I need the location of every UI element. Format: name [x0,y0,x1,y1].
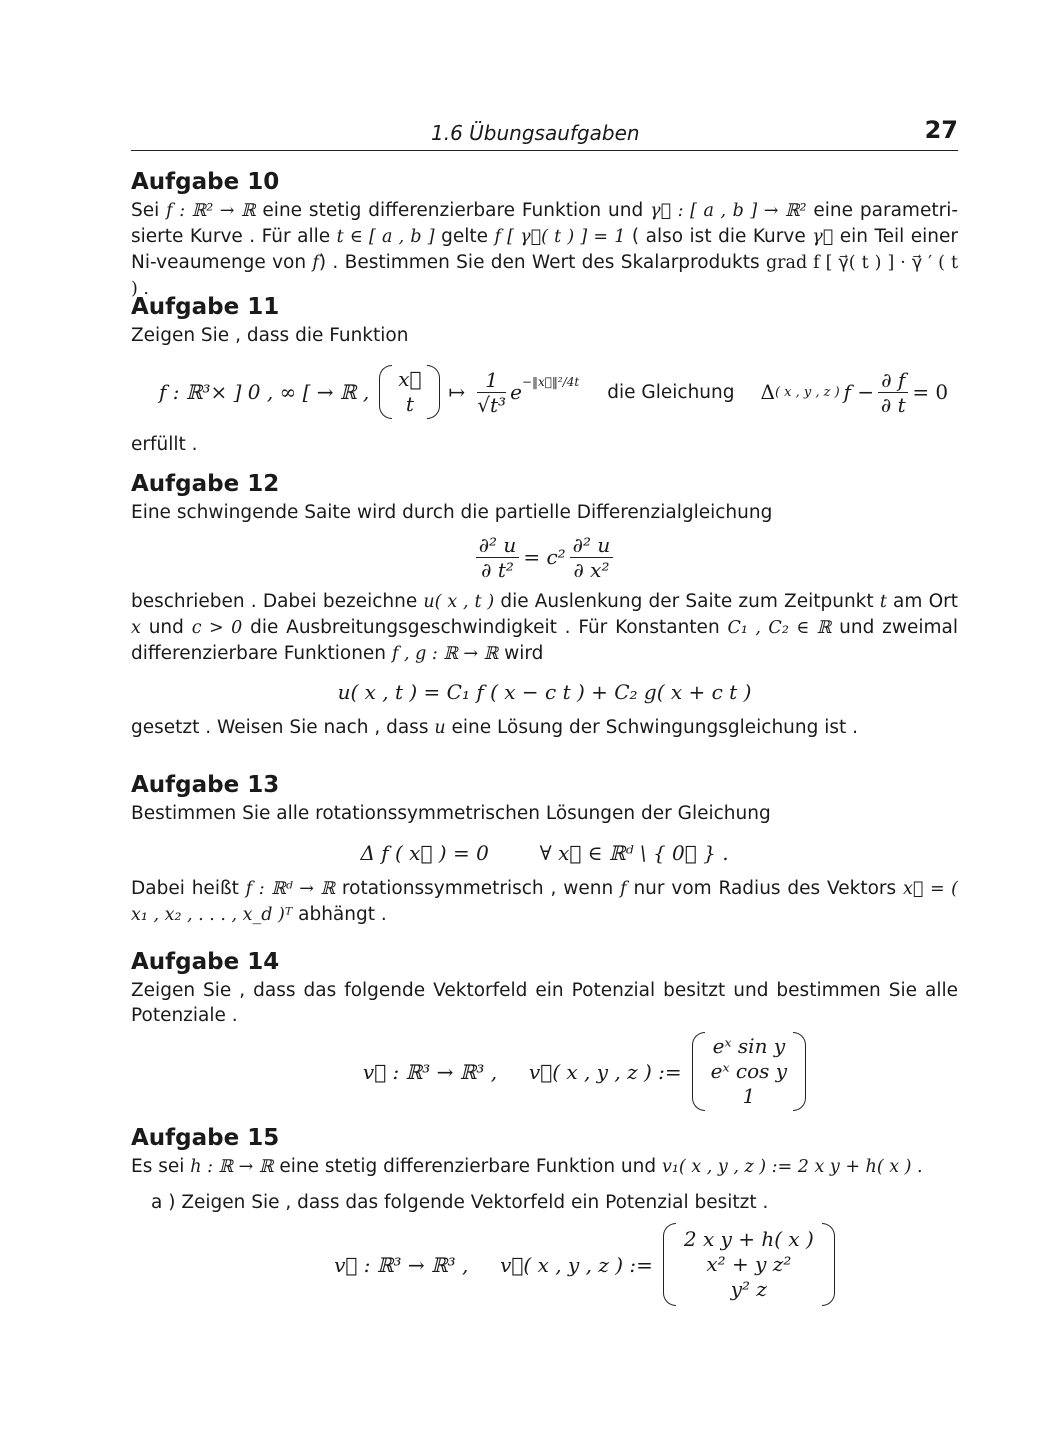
exercise-title: Aufgabe 10 [131,169,280,195]
exercise-intro: Zeigen Sie , dass die Funktion [131,325,409,346]
exercise-text: Es sei h : ℝ → ℝ eine stetig differenzierbare Funktion und v₁( x , y , z ) := 2 x y + h( x ) . [131,1156,923,1177]
exercise-10 [131,168,958,302]
exercise-outro: erfüllt . [131,434,198,455]
display-equation: u( x , t ) = C₁ f ( x − c t ) + C₂ g( x + c t ) [337,680,752,704]
section-title: 1.6 Übungsaufgaben [431,121,640,145]
exercise-title: Aufgabe 14 [131,949,280,975]
exercise-11 [131,293,958,457]
exercise-12 [131,470,958,741]
subtask-a: a ) Zeigen Sie , dass das folgende Vektorfeld ein Potenzial besitzt . [151,1192,769,1213]
exercise-intro: Eine schwingende Saite wird durch die partielle Differenzialgleichung [131,502,773,523]
page [131,0,958,1455]
exercise-text: Dabei heißt f : ℝᵈ → ℝ rotationssymmetrisch , wenn f nur vom Radius des Vektors x⃗ = ( x₁ , x₂ , . . . , x_d )ᵀ abhängt . [131,878,958,925]
exercise-14 [131,948,958,1111]
exercise-15 [131,1124,958,1306]
vector: eˣ sin y eˣ cos y 1 [692,1032,806,1111]
fraction: $\frac{1}{\text{√t³}}$ [477,367,507,417]
running-header [131,116,958,151]
exercise-13 [131,771,958,928]
exercise-text: Zeigen Sie , dass das folgende Vektorfeld ein Potenzial besitzt und bestimmen Sie alle Potenziale . [131,980,958,1026]
exercise-title: Aufgabe 11 [131,294,280,320]
exercise-text: Sei f : ℝ² → ℝ eine stetig differenzierbare Funktion und γ⃗ : [ a , b ] → ℝ² eine parametri-sierte Kurve . Für alle t ∈ [ a , b ] gelte f [ γ⃗( t ) ] = 1 ( also ist die Kurve γ⃗ ein Teil einer Ni-veaumenge von f) . Bestimmen Sie den Wert des Skalarprodukts grad f [ γ⃗( t ) ] · γ⃗ ′ ( t ) . [131,200,959,299]
vector-field-equation: v⃗ : ℝ³ → ℝ³ , v⃗( x , y , z ) := eˣ sin y eˣ cos y 1 [131,1032,958,1111]
exercise-title: Aufgabe 15 [131,1125,280,1151]
wave-equation: $\frac{\text{∂² u}}{\text{∂ t²}}$ = c² $\frac{\text{∂² u}}{\text{∂ x²}}$ [131,527,958,587]
vector: x⃗ t [379,365,440,419]
exercise-intro: Bestimmen Sie alle rotationssymmetrischen Lösungen der Gleichung [131,803,771,824]
exercise-title: Aufgabe 12 [131,471,280,497]
display-equation: Δ f ( x⃗ ) = 0 ∀ x⃗ ∈ ℝᵈ \ { 0⃗ } . [360,841,729,865]
vector-field-equation: v⃗ : ℝ³ → ℝ³ , v⃗( x , y , z ) := 2 x y + h( x ) x² + y z² y² z [131,1223,958,1306]
display-equation: f : ℝ³× ] 0 , ∞ [ → ℝ , x⃗ t ↦ $\frac{1}{\text{√t³}}$ e $^{-‖x⃗‖^2/4t}$ die Gleichung Δ ( x , y , z ) f − $\frac{\partial f}{\partial t}$ = 0 [131,354,958,430]
exercise-text: gesetzt . Weisen Sie nach , dass u eine Lösung der Schwingungsgleichung ist . [131,717,859,738]
exercise-title: Aufgabe 13 [131,772,280,798]
page-number: 27 [924,116,958,144]
exercise-text: beschrieben . Dabei bezeichne u( x , t ) die Auslenkung der Saite zum Zeitpunkt t am Ort x und c > 0 die Ausbreitungsgeschwindigkeit . Für Konstanten C₁ , C₂ ∈ ℝ und zweimal differenzierbare Funktionen f , g : ℝ → ℝ wird [131,591,958,664]
fraction: $\frac{\partial f}{\partial t}$ [878,368,908,417]
vector: 2 x y + h( x ) x² + y z² y² z [663,1223,835,1306]
